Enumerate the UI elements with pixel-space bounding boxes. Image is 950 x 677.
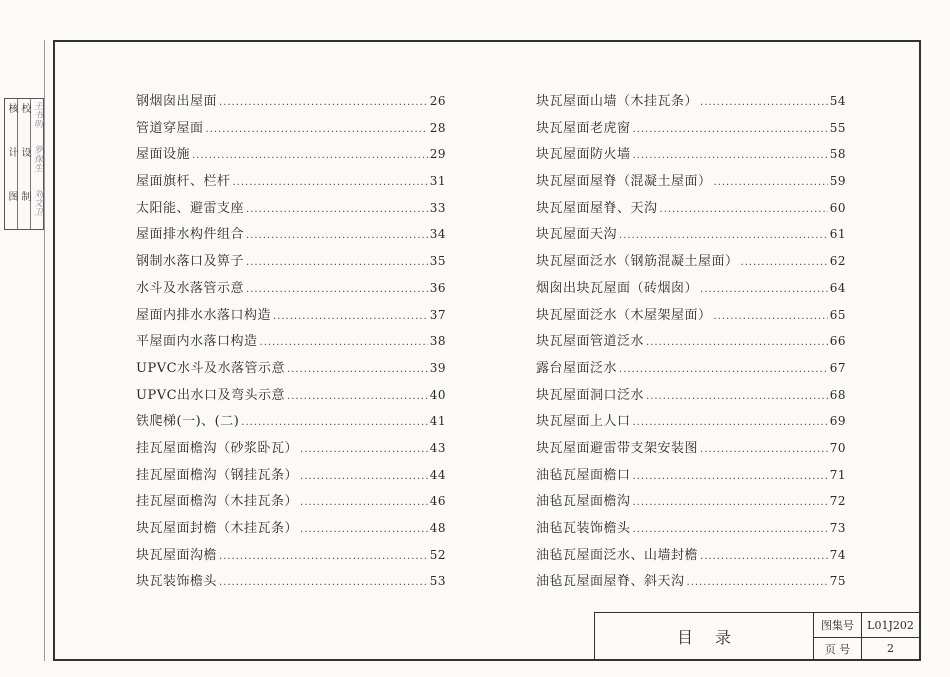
toc-entry-page: 74 [829,547,846,562]
toc-leader-dots [206,124,428,135]
toc-entry-title: 块瓦屋面山墙（木挂瓦条） [536,94,699,109]
toc-leader-dots [219,551,428,562]
toc-leader-dots [700,551,828,562]
toc-entry[interactable] [136,517,446,544]
toc-entry-title: 块瓦屋面沟檐 [136,547,218,563]
toc-entry-title: 油毡瓦屋面檐口 [536,467,631,483]
toc-entry[interactable] [536,517,846,544]
toc-entry-page: 54 [829,94,846,108]
toc-entry[interactable] [536,544,846,571]
toc-entry-title: 块瓦屋面避雷带支架安装图 [536,440,699,456]
page-no: 2 [887,642,894,655]
toc-entry-page: 59 [829,174,846,189]
toc-leader-dots [287,364,428,375]
toc-entry-title: 块瓦屋面天沟 [536,227,618,243]
toc-entry[interactable] [536,143,846,170]
toc-entry-title: 油毡瓦屋面泛水、山墙封檐 [536,547,699,563]
toc-leader-dots [192,150,428,161]
toc-entry-title: 块瓦屋面管道泛水 [536,334,645,350]
atlas-no: L01J202 [867,618,914,632]
page-no-label: 页 号 [824,642,851,656]
toc-entry-title: 挂瓦屋面檐沟（砂浆卧瓦） [136,440,299,456]
toc-leader-dots [633,124,828,135]
toc-entry-page: 62 [829,254,846,269]
toc-leader-dots [741,257,828,268]
toc-entry-title: 油毡瓦装饰檐头 [536,521,631,536]
toc-leader-dots [241,417,427,428]
toc-entry-title: 油毡瓦屋面屋脊、斜天沟 [536,574,685,590]
toc-leader-dots [246,230,428,241]
toc-entry-title: 块瓦屋面屋脊、天沟 [536,200,658,216]
toc-entry-page: 60 [829,200,846,215]
toc-entry[interactable] [536,330,846,357]
toc-leader-dots [246,257,428,268]
approval-role-label: 计 [6,147,17,157]
toc-entry[interactable] [536,437,846,464]
toc-entry-title: 块瓦屋面封檐（木挂瓦条） [136,521,299,536]
toc-entry[interactable] [536,223,846,250]
approval-label: 校 [19,103,30,113]
toc-leader-dots [633,417,828,428]
toc-leader-dots [700,444,828,455]
toc-entry-title: 平屋面内水落口构造 [136,334,258,350]
approval-role-label: 图 [6,191,17,201]
toc-entry[interactable] [536,170,846,197]
toc-entry-page: 37 [429,307,446,322]
toc-entry-title: 屋面内排水水落口构造 [136,307,272,323]
toc-entry-title: 块瓦屋面泛水（木屋架屋面） [536,307,712,323]
toc-entry[interactable] [136,357,446,384]
toc-leader-dots [219,97,428,108]
toc-entry-title: 屋面排水构件组合 [136,227,245,243]
toc-entry-title: 块瓦屋面防火墙 [536,147,631,163]
toc-entry-page: 26 [429,94,446,108]
toc-entry-title: UPVC出水口及弯头示意 [136,387,286,403]
toc-entry[interactable] [536,90,846,117]
toc-entry[interactable] [136,223,446,250]
toc-leader-dots [300,524,428,535]
toc-leader-dots [233,177,428,188]
toc-entry-page: 70 [829,440,846,455]
toc-leader-dots [300,471,428,482]
toc-entry-page: 41 [429,414,446,429]
toc-entry[interactable] [136,464,446,491]
toc-entry-title: 块瓦屋面泛水（钢筋混凝土屋面） [536,254,739,270]
toc-leader-dots [700,97,828,108]
toc-entry-page: 36 [429,280,446,295]
toc-leader-dots [633,497,828,508]
toc-leader-dots [687,577,828,588]
signature: 刘文卫 [32,189,42,216]
toc-entry[interactable] [136,250,446,277]
toc-entry[interactable] [536,250,846,277]
toc-entry[interactable] [136,490,446,517]
toc-entry-page: 28 [429,120,446,135]
toc-entry-page: 52 [429,547,446,562]
binding-margin-line [44,40,45,661]
toc-entry-title: 块瓦装饰檐头 [136,574,218,590]
toc-entry-page: 31 [429,174,446,189]
toc-entry[interactable] [136,197,446,224]
toc-entry-title: 挂瓦屋面檐沟（木挂瓦条） [136,494,299,510]
toc-entry[interactable] [536,197,846,224]
toc-entry[interactable] [536,464,846,491]
toc-leader-dots [287,391,428,402]
toc-leader-dots [700,284,828,295]
toc-leader-dots [646,391,828,402]
atlas-no-label: 图集号 [821,619,854,632]
approval-label-column [5,99,18,229]
toc-leader-dots [300,444,428,455]
toc-leader-dots [260,337,428,348]
toc-left-column [136,90,446,597]
toc-leader-dots [633,471,828,482]
toc-entry-page: 61 [829,227,846,242]
toc-right-column [536,90,846,597]
toc-leader-dots [660,204,828,215]
toc-entry[interactable] [136,143,446,170]
toc-leader-dots [246,204,428,215]
toc-entry[interactable] [136,277,446,304]
toc-entry-title: 水斗及水落管示意 [136,280,245,296]
toc-entry-page: 65 [829,307,846,322]
toc-entry-title: 露台屋面泛水 [536,360,618,376]
toc-entry[interactable] [136,570,446,597]
toc-entry-page: 66 [829,334,846,349]
toc-entry-page: 39 [429,360,446,375]
toc-leader-dots [633,150,828,161]
toc-entry-page: 55 [829,120,846,135]
signature: 罗保生 [32,145,42,172]
toc-entry[interactable] [536,570,846,597]
toc-leader-dots [300,497,428,508]
toc-entry[interactable] [136,410,446,437]
toc-entry-title: 钢烟囱出屋面 [136,94,218,109]
toc-leader-dots [619,230,828,241]
approval-role-column [18,99,31,229]
toc-entry[interactable] [536,277,846,304]
toc-entry-title: 块瓦屋面上人口 [536,414,631,430]
toc-entry[interactable] [136,384,446,411]
toc-entry-page: 38 [429,334,446,349]
toc-entry-title: 太阳能、避雷支座 [136,200,245,216]
toc-entry-title: 块瓦屋面屋脊（混凝土屋面） [536,174,712,190]
toc-entry-title: 块瓦屋面洞口泛水 [536,387,645,403]
toc-entry-page: 58 [829,147,846,162]
toc-leader-dots [219,577,428,588]
toc-leader-dots [633,524,828,535]
toc-entry-title: 管道穿屋面 [136,120,204,136]
toc-entry[interactable] [136,117,446,144]
approval-label: 设 [19,147,30,157]
toc-leader-dots [273,311,428,322]
toc-entry[interactable] [136,170,446,197]
toc-entry[interactable] [136,330,446,357]
toc-entry-page: 67 [829,360,846,375]
toc-entry-page: 48 [429,521,446,535]
approval-role-label: 核 [6,103,17,113]
approval-signature-column [31,99,43,229]
toc-entry[interactable] [536,410,846,437]
toc-entry[interactable] [536,384,846,411]
toc-leader-dots [246,284,428,295]
toc-entry-title: 块瓦屋面老虎窗 [536,120,631,136]
toc-entry-page: 43 [429,440,446,455]
signature: 王书明 [32,101,42,128]
title-block [594,612,921,661]
toc-entry[interactable] [136,437,446,464]
toc-entry-page: 34 [429,227,446,242]
toc-entry-page: 33 [429,200,446,215]
toc-entry-title: 烟囱出块瓦屋面（砖烟囱） [536,280,699,296]
toc-entry-title: 油毡瓦屋面檐沟 [536,494,631,510]
toc-entry-title: 屋面设施 [136,147,191,163]
toc-leader-dots [714,177,828,188]
page-title: 目录 [595,613,814,660]
toc-entry-title: UPVC水斗及水落管示意 [136,360,286,376]
toc-entry-page: 64 [829,280,846,295]
toc-entry-page: 73 [829,521,846,535]
approval-label: 制 [19,191,30,201]
toc-leader-dots [619,364,828,375]
toc-entry-page: 44 [429,467,446,482]
toc-entry-page: 71 [829,467,846,482]
toc-entry-title: 钢制水落口及箅子 [136,254,245,270]
toc-leader-dots [714,311,828,322]
toc-entry-title: 挂瓦屋面檐沟（钢挂瓦条） [136,467,299,483]
toc-entry[interactable] [136,544,446,571]
toc-entry-page: 72 [829,494,846,509]
toc-entry-page: 75 [829,574,846,589]
toc-leader-dots [646,337,828,348]
toc-entry[interactable] [536,304,846,331]
toc-entry-title: 铁爬梯(一)、(二) [136,414,240,430]
toc-entry-page: 53 [429,574,446,589]
toc-entry[interactable] [536,490,846,517]
toc-entry-page: 35 [429,254,446,269]
approval-strip [4,98,44,230]
toc-entry-page: 46 [429,494,446,509]
toc-entry[interactable] [136,90,446,117]
toc-entry[interactable] [136,304,446,331]
toc-entry[interactable] [536,117,846,144]
toc-entry-page: 69 [829,414,846,429]
toc-entry-page: 68 [829,387,846,402]
toc-entry-page: 40 [429,387,446,402]
toc-entry-title: 屋面旗杆、栏杆 [136,174,231,190]
toc-entry-page: 29 [429,147,446,162]
toc-entry[interactable] [536,357,846,384]
